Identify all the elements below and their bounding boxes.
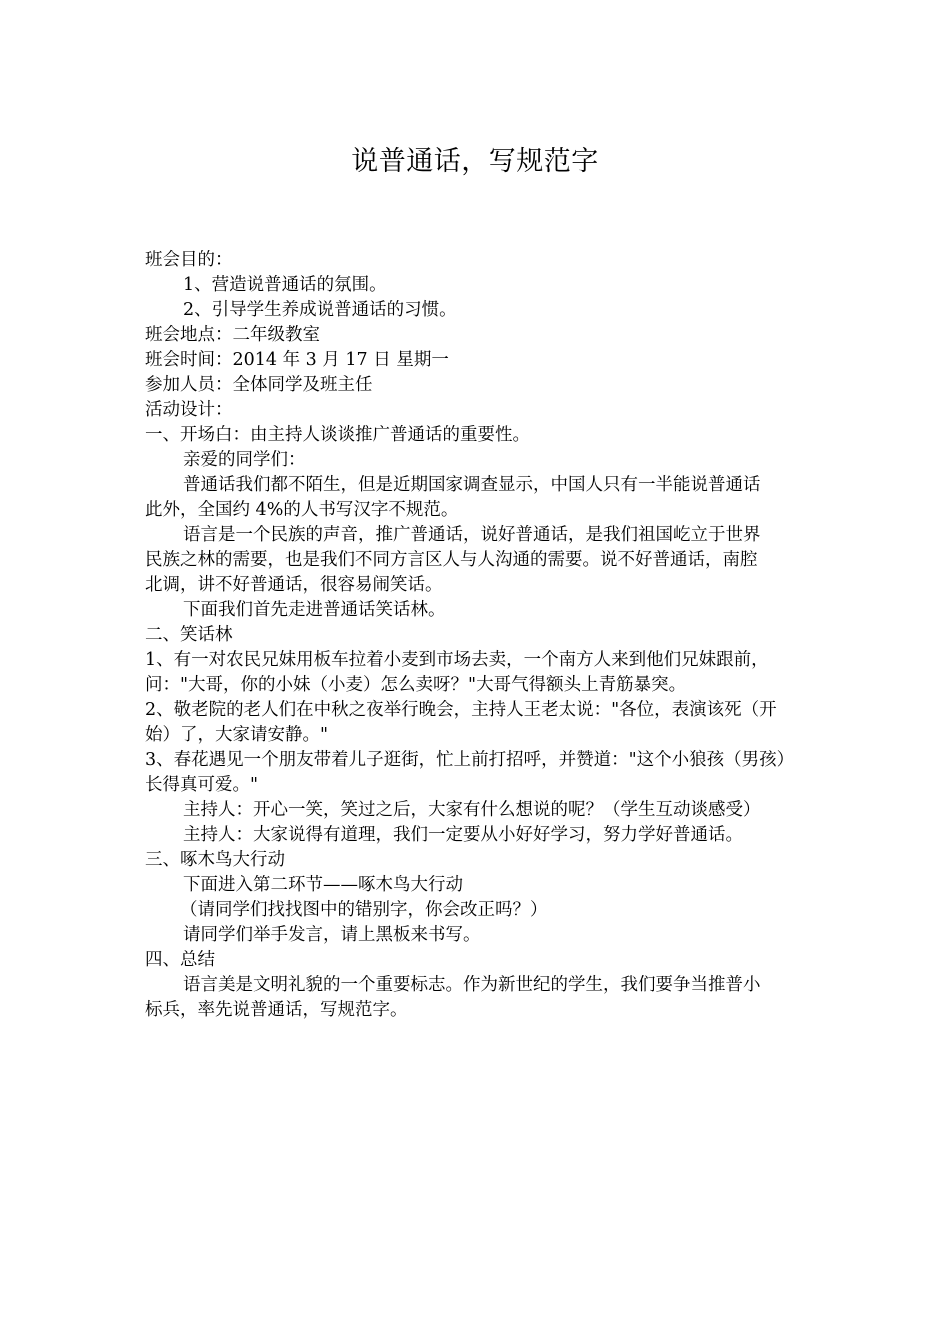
text-line: 四、总结	[145, 950, 215, 970]
text-line: 班会地点：二年级教室	[145, 325, 320, 345]
text-line: 1、有一对农民兄妹用板车拉着小麦到市场去卖，一个南方人来到他们兄妹跟前，	[145, 650, 769, 670]
text-line: 普通话我们都不陌生，但是近期国家调查显示，中国人只有一半能说普通话	[183, 475, 761, 495]
text-line: 二、笑话林	[145, 625, 233, 645]
text-line: 北调，讲不好普通话，很容易闹笑话。	[145, 575, 443, 595]
text-line: 一、开场白：由主持人谈谈推广普通话的重要性。	[145, 425, 530, 445]
text-line: 民族之林的需要，也是我们不同方言区人与人沟通的需要。说不好普通话，南腔	[145, 550, 758, 570]
text-line: 班会时间：2014 年 3 月 17 日 星期一	[145, 350, 449, 370]
text-line: 主持人：大家说得有道理，我们一定要从小好好学习，努力学好普通话。	[183, 825, 743, 845]
text-line: 亲爱的同学们：	[183, 450, 306, 470]
text-line: 2、引导学生养成说普通话的习惯。	[183, 300, 457, 320]
text-line: 3、春花遇见一个朋友带着儿子逛街，忙上前打招呼，并赞道："这个小狼孩（男孩）	[145, 750, 795, 770]
document-title: 说普通话，写规范字	[351, 146, 599, 177]
text-line: 语言是一个民族的声音，推广普通话，说好普通话，是我们祖国屹立于世界	[183, 525, 761, 545]
text-line: 2、敬老院的老人们在中秋之夜举行晚会，主持人王老太说："各位，表演该死（开	[145, 700, 777, 720]
text-line: 下面我们首先走进普通话笑话林。	[183, 600, 446, 620]
text-line: 下面进入第二环节——啄木鸟大行动	[183, 875, 463, 895]
text-line: 问："大哥，你的小妹（小麦）怎么卖呀？"大哥气得额头上青筋暴突。	[145, 675, 687, 695]
text-line: 请同学们举手发言，请上黑板来书写。	[183, 925, 481, 945]
text-line: 语言美是文明礼貌的一个重要标志。作为新世纪的学生，我们要争当推普小	[183, 975, 761, 995]
text-line: 始）了，大家请安静。"	[145, 725, 329, 745]
text-line: 此外，全国约 4%的人书写汉字不规范。	[145, 500, 459, 520]
document-body	[145, 248, 810, 1023]
text-line: 1、营造说普通话的氛围。	[183, 275, 387, 295]
text-line: 参加人员：全体同学及班主任	[145, 375, 373, 395]
text-line: 主持人：开心一笑，笑过之后，大家有什么想说的呢？（学生互动谈感受）	[183, 800, 761, 820]
text-line: 标兵，率先说普通话，写规范字。	[145, 1000, 408, 1020]
text-line: 三、啄木鸟大行动	[145, 850, 285, 870]
text-line: （请同学们找找图中的错别字，你会改正吗？）	[180, 900, 548, 920]
text-line: 长得真可爱。"	[145, 775, 259, 795]
text-line: 活动设计：	[145, 400, 233, 420]
text-line: 班会目的：	[145, 250, 233, 270]
